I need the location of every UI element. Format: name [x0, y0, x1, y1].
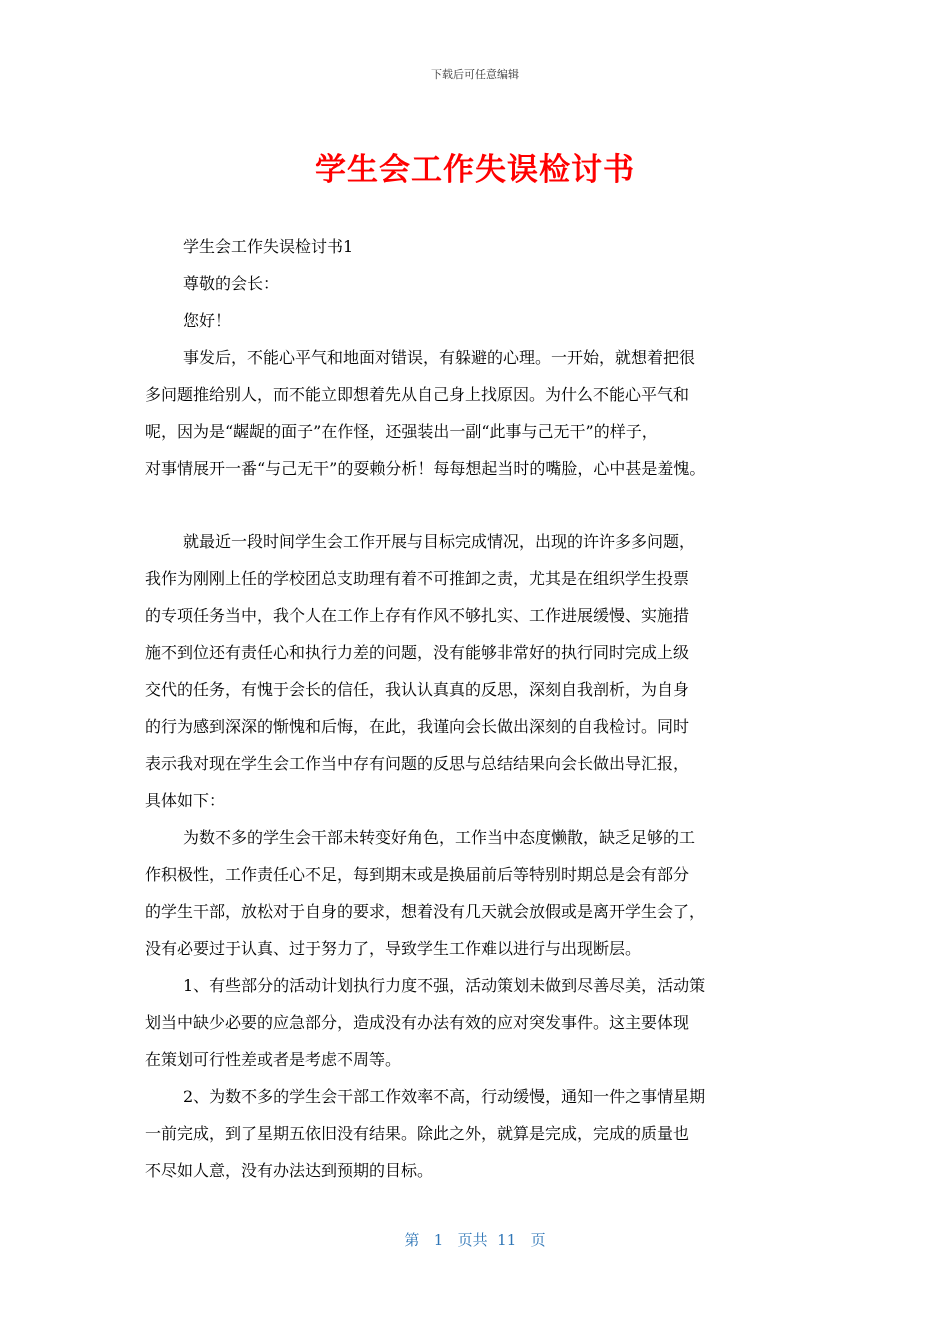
page-total-suffix: 页	[530, 1231, 546, 1249]
paragraph-2-line: 具体如下：	[145, 791, 226, 810]
paragraph-gap	[145, 487, 825, 523]
paragraph-2-line: 交代的任务，有愧于会长的信任，我认认真真的反思，深刻自我剖析，为自身	[145, 680, 690, 699]
salutation: 尊敬的会长：	[183, 274, 280, 293]
document-body	[145, 228, 825, 1189]
paragraph-3-line: 没有必要过于认真、过于努力了，导致学生工作难以进行与出现断层。	[145, 939, 642, 958]
greeting: 您好！	[183, 311, 232, 330]
header-note: 下载后可任意编辑	[431, 68, 519, 81]
paragraph-1-line: 事发后，不能心平气和地面对错误，有躲避的心理。一开始，就想着把很	[183, 348, 696, 367]
paragraph-3-line: 作积极性，工作责任心不足，每到期末或是换届前后等特别时期总是会有部分	[145, 865, 690, 884]
body-heading-line: 学生会工作失误检讨书1	[183, 237, 354, 256]
paragraph-3-line: 的学生干部，放松对于自身的要求，想着没有几天就会放假或是离开学生会了，	[145, 902, 706, 921]
paragraph-5-line: 2、为数不多的学生会干部工作效率不高，行动缓慢，通知一件之事情星期	[183, 1087, 706, 1106]
paragraph-2-line: 我作为刚刚上任的学校团总支助理有着不可推卸之责，尤其是在组织学生投票	[145, 569, 690, 588]
paragraph-1-line: 呢，因为是“龌龊的面子”在作怪，还强装出一副“此事与己无干”的样子，	[145, 422, 658, 441]
page-total-prefix: 页共	[457, 1231, 488, 1249]
paragraph-4-line: 在策划可行性差或者是考虑不周等。	[145, 1050, 402, 1069]
page-footer	[0, 1229, 950, 1250]
paragraph-4-line: 划当中缺少必要的应急部分，造成没有办法有效的应对突发事件。这主要体现	[145, 1013, 690, 1032]
page-label: 第	[404, 1231, 420, 1249]
paragraph-2-line: 施不到位还有责任心和执行力差的问题，没有能够非常好的执行同时完成上级	[145, 643, 690, 662]
paragraph-3-line: 为数不多的学生会干部未转变好角色，工作当中态度懒散，缺乏足够的工	[183, 828, 696, 847]
paragraph-4-line: 1、有些部分的活动计划执行力度不强，活动策划未做到尽善尽美，活动策	[183, 976, 706, 995]
paragraph-5-line: 一前完成，到了星期五依旧没有结果。除此之外，就算是完成，完成的质量也	[145, 1124, 690, 1143]
paragraph-2-line: 表示我对现在学生会工作当中存有问题的反思与总结结果向会长做出导汇报，	[145, 754, 690, 773]
paragraph-5-line: 不尽如人意，没有办法达到预期的目标。	[145, 1161, 434, 1180]
page-total: 11	[497, 1231, 517, 1249]
paragraph-1-line: 多问题推给别人，而不能立即想着先从自己身上找原因。为什么不能心平气和	[145, 385, 690, 404]
paragraph-2-line: 的行为感到深深的惭愧和后悔，在此，我谨向会长做出深刻的自我检讨。同时	[145, 717, 690, 736]
paragraph-1-line: 对事情展开一番“与己无干”的耍赖分析！每每想起当时的嘴脸，心中甚是羞愧。	[145, 459, 706, 478]
page-current: 1	[433, 1231, 444, 1249]
document-title: 学生会工作失误检讨书	[315, 152, 635, 188]
paragraph-2-line: 的专项任务当中，我个人在工作上存有作风不够扎实、工作进展缓慢、实施措	[145, 606, 690, 625]
paragraph-2-line: 就最近一段时间学生会工作开展与目标完成情况，出现的许许多多问题，	[183, 532, 696, 551]
